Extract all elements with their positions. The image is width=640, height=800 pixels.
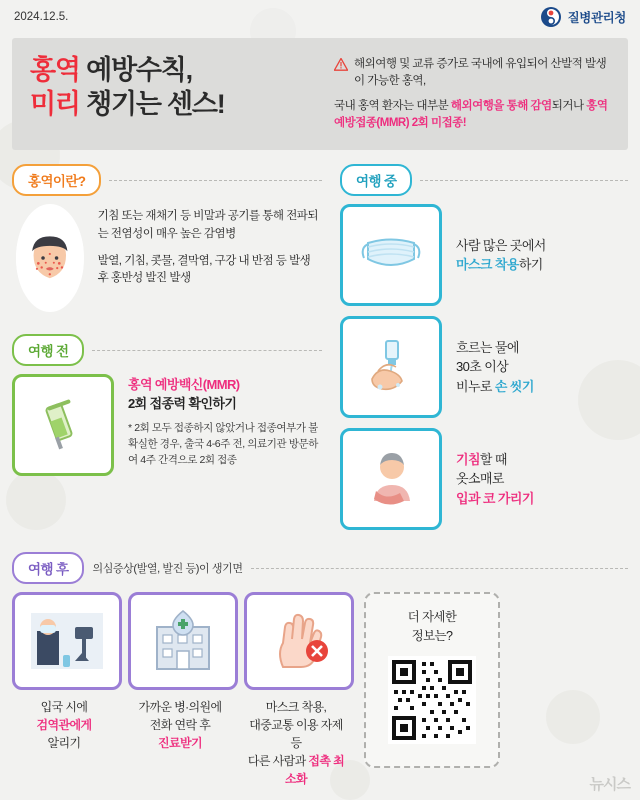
divider [420,180,628,181]
agency-logo [540,6,626,28]
banner-title-line1 [30,54,320,88]
qr-title-line2: 정보는? [411,628,453,643]
before-travel-text [128,374,322,476]
quarantine-cap-highlight: 검역관에게 [36,718,92,732]
face-mask-icon [340,204,442,306]
syringe-vaccine-icon [12,374,114,476]
section-header-during-travel [340,164,628,196]
after-card-no-contact-caption [244,698,348,788]
after-card-quarantine [12,592,116,752]
cough-etiquette-icon [340,428,442,530]
nocontact-cap1: 마스크 착용, [265,700,327,714]
nocontact-cap3-pre: 다른 사람과 [247,754,309,768]
before-travel-headline [128,376,322,414]
content-body [0,150,640,788]
measles-text-2: 발열, 기침, 콧물, 결막염, 구강 내 반점 등 발생 후 홍반성 발진 발생 [97,254,311,285]
handwash-line1: 흐르는 물에 [456,339,519,355]
after-travel-cards [12,592,628,788]
section-pill-after-travel: 여행 후 [12,552,84,584]
during-travel-item-handwash [340,316,628,418]
divider [92,350,322,351]
mask-highlight: 마스크 착용 [456,257,519,272]
watermark: 뉴시스 [589,776,630,793]
banner-text-block [334,54,612,134]
qr-info-box[interactable] [364,592,500,768]
mask-line1: 사람 많은 곳에서 [456,237,546,253]
title-rest-2: 챙기는 센스! [79,88,225,119]
banner-title-block [30,54,320,134]
before-travel-block [12,374,322,476]
after-card-hospital-caption [128,698,232,752]
qr-title [408,608,457,646]
headline-dark: 2회 접종력 확인하기 [128,395,237,411]
handwash-line2: 30초 이상 [456,359,509,375]
headline-highlight: 홍역 예방백신(MMR) [128,377,240,392]
banner-title-line2 [30,88,320,122]
banner-p2-highlight-2: 홍역 예방접종(MMR) 2회 미접종! [334,99,608,129]
after-card-quarantine-caption [12,698,116,752]
cough-line1-post: 할 때 [479,451,507,467]
left-column [12,164,322,540]
hospital-cap-highlight: 진료받기 [158,736,202,750]
agency-name: 질병관리청 [567,11,626,25]
during-travel-item-mask [340,204,628,306]
section-pill-before-travel: 여행 전 [12,334,84,366]
divider [109,180,322,181]
banner-p2-highlight-1: 해외여행을 통해 감염 [450,99,552,112]
title-highlight-2: 미리 [30,88,80,119]
warning-triangle-icon [334,58,348,76]
no-contact-hand-icon [244,592,354,690]
cough-highlight-2: 입과 코 가리기 [456,490,534,506]
cough-line2: 옷소매로 [456,471,504,487]
section-header-before-travel [12,334,322,366]
after-card-no-contact [244,592,348,788]
what-is-measles-text [98,204,322,288]
section-pill-during-travel: 여행 중 [340,164,412,196]
during-travel-text-cough [456,450,534,509]
handwash-highlight: 손 씻기 [494,378,534,394]
quarantine-cap1: 입국 시에 [40,700,88,714]
title-rest: 예방수칙, [79,55,192,85]
right-column [340,164,628,540]
section-header-after-travel [12,552,628,584]
header-banner [12,38,628,150]
qr-code-icon[interactable] [388,656,476,744]
quarantine-cap2: 알리기 [47,736,81,750]
korea-government-emblem-icon [540,6,562,28]
banner-paragraph-2 [334,98,612,133]
hospital-building-icon [128,592,238,690]
cough-highlight-1: 기침 [456,451,480,467]
title-highlight: 홍역 [30,55,80,85]
during-travel-item-cough [340,428,628,530]
nocontact-cap2: 대중교통 이용 자제 등 [249,718,343,750]
during-travel-text-handwash [456,338,534,397]
before-travel-note: * 2회 모두 접종하지 않았거나 접종여부가 불확실한 경우, 출국 4-6주 전, 의료기관 방문하여 4주 간격으로 2회 접종 [128,421,319,467]
what-is-measles-block [16,204,322,312]
top-bar [0,0,640,34]
qr-title-line1: 더 자세한 [407,610,457,624]
measles-text-1: 기침 또는 재채기 등 비말과 공기를 통해 전파되는 전염성이 매우 높은 감염병 [97,210,319,240]
banner-paragraph-1: 해외여행 및 교류 증가로 국내에 유입되어 산발적 발생이 가능한 홍역, [354,58,607,88]
banner-p2-pre: 국내 홍역 환자는 대부분 [334,99,451,112]
publish-date: 2024.12.5. [14,11,69,23]
divider [251,568,628,569]
after-card-hospital [128,592,232,752]
after-travel-section [12,552,628,788]
hospital-cap2: 전화 연락 후 [149,718,211,732]
hand-washing-icon [340,316,442,418]
airport-quarantine-screening-icon [12,592,122,690]
measles-face-illustration-icon [16,204,84,312]
nocontact-cap-highlight: 접촉 최소화 [285,754,345,786]
hospital-cap1: 가까운 병·의원에 [138,700,222,714]
banner-p2-mid: 되거나 [551,99,587,112]
handwash-line3-pre: 비누로 [456,378,495,394]
after-travel-note: 의심증상(발열, 발진 등)이 생기면 [92,563,243,575]
mask-line2: 하기 [518,257,543,272]
section-header-what-is [12,164,322,196]
section-pill-what-is: 홍역이란? [12,164,101,196]
during-travel-text-mask [456,236,546,275]
